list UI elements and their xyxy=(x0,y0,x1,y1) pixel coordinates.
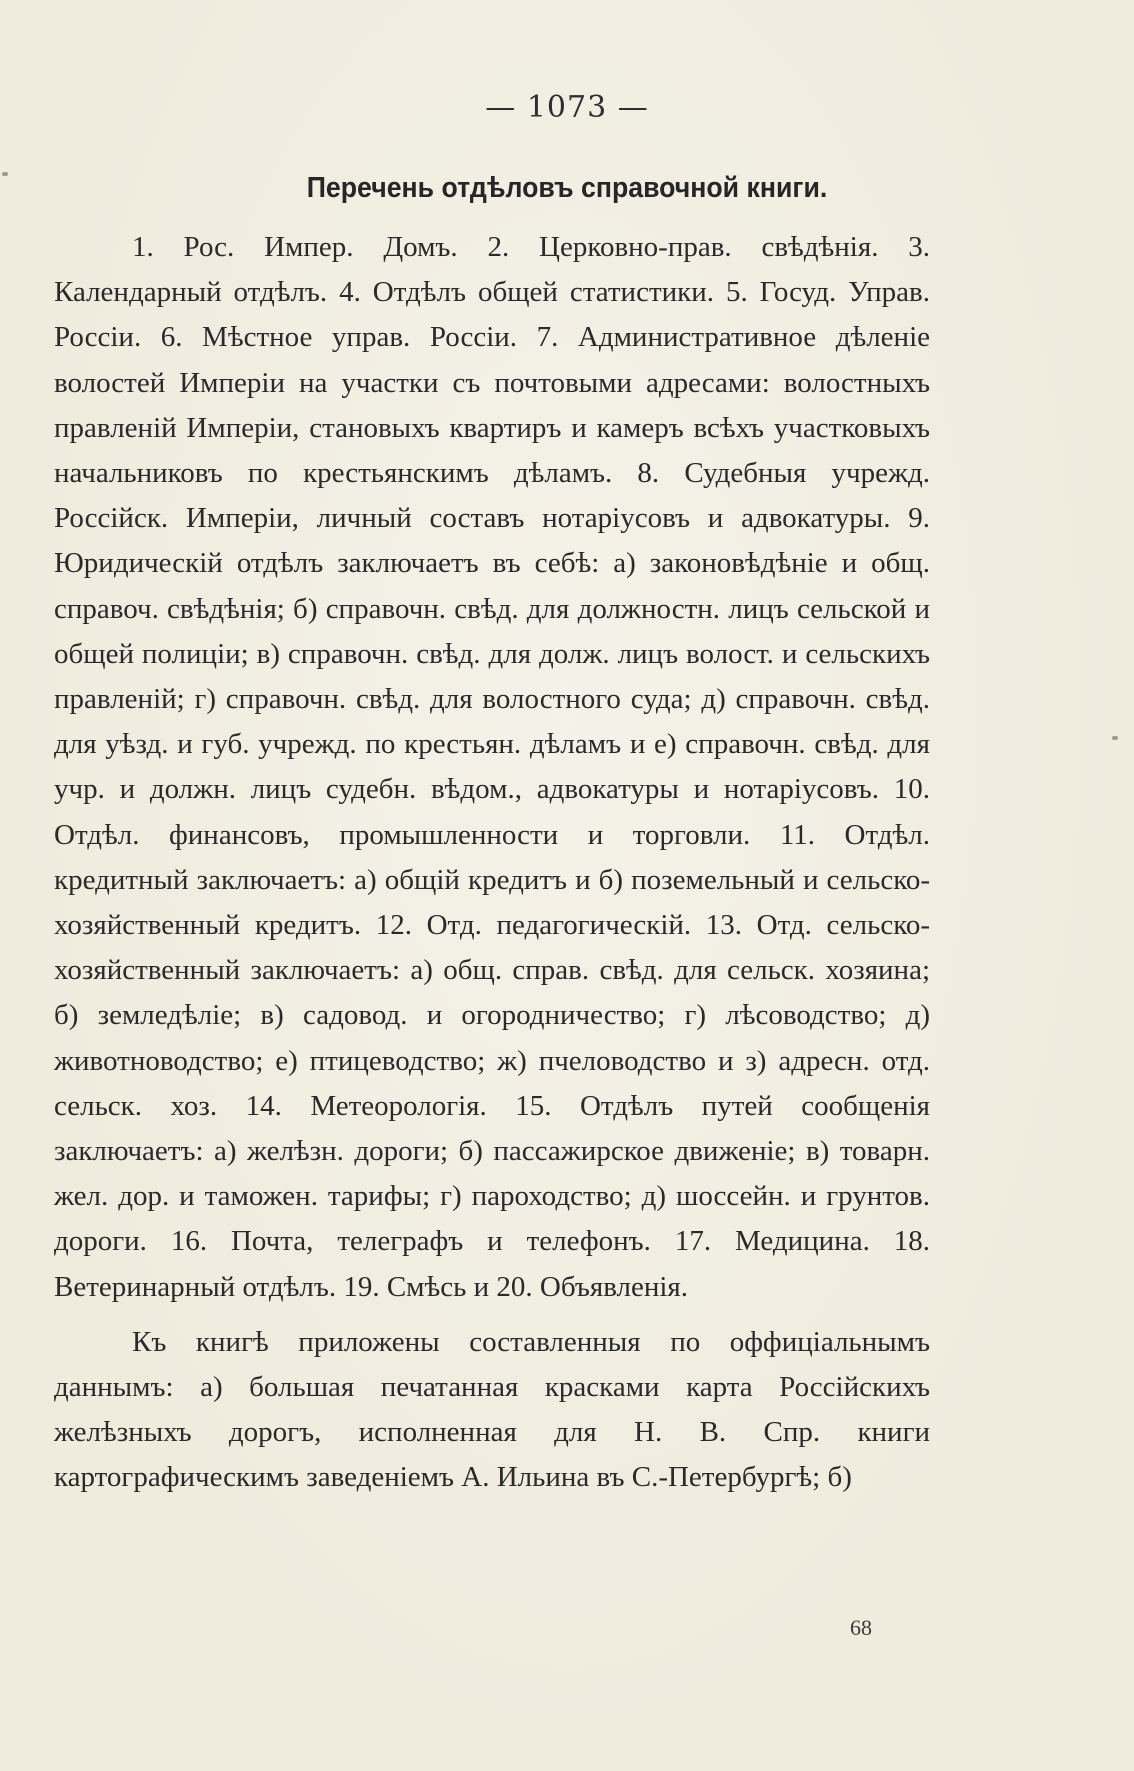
paragraph-sections-list: 1. Рос. Импер. Домъ. 2. Церковно-прав. свѣдѣнія. 3. Календарный отдѣлъ. 4. Отдѣлъ общей статистики. 5. Госуд. Управ. Россіи. 6. Мѣстное управ. Россіи. 7. Административное дѣленіе волостей Имперіи на участки съ почтовыми адресами: волостныхъ правленій Имперіи, становыхъ квартиръ и камеръ всѣхъ участковыхъ начальниковъ по крестьянскимъ дѣламъ. 8. Судебныя учрежд. Россійск. Имперіи, личный составъ нотаріусовъ и адвокатуры. 9. Юридическій отдѣлъ заключаетъ въ себѣ: а) законовѣдѣніе и общ. справоч. свѣдѣнія; б) справочн. свѣд. для должностн. лицъ сельской и общей полиціи; в) справочн. свѣд. для долж. лицъ волост. и сельскихъ правленій; г) справочн. свѣд. для волостного суда; д) справочн. свѣд. для уѣзд. и губ. учрежд. по крестьян. дѣламъ и е) справочн. свѣд. для учр. и должн. лицъ судебн. вѣдом., адвокатуры и нотаріусовъ. 10. Отдѣл. финансовъ, промышленности и торговли. 11. Отдѣл. кредитный заключаетъ: а) общій кредитъ и б) поземельный и сельско-хозяйственный кредитъ. 12. Отд. педагогическій. 13. Отд. сельско-хозяйственный заключаетъ: а) общ. справ. свѣд. для сельск. хозяина; б) земледѣліе; в) садовод. и огородничество; г) лѣсоводство; д) животноводство; е) птицеводство; ж) пчеловодство и з) адресн. отд. сельск. хоз. 14. Метеорологія. 15. Отдѣлъ путей сообщенія заключаетъ: а) желѣзн. дороги; б) пассажирское движеніе; в) товарн. жел. дор. и таможен. тарифы; г) пароходство; д) шоссейн. и грунтов. дороги. 16. Почта, телеграфъ и телефонъ. 17. Медицина. 18. Ветеринарный отдѣлъ. 19. Смѣсь и 20. Объявленія. xyxy=(54,231,930,1303)
page-number: — 1073 — xyxy=(485,90,649,125)
section-heading: Перечень отдѣловъ справочной книги. xyxy=(306,172,828,204)
body-text xyxy=(54,225,930,1501)
right-edge-mark xyxy=(1112,736,1118,740)
left-edge-mark xyxy=(2,172,8,176)
paragraph-appendix: Къ книгѣ приложены составленныя по оффиціальнымъ даннымъ: а) большая печатанная красками карта Россійскихъ желѣзныхъ дорогъ, исполненная для Н. В. Спр. книги картографическимъ заведеніемъ А. Ильина въ С.-Петербургѣ; б) xyxy=(54,1325,930,1494)
signature-number: 68 xyxy=(850,1615,872,1640)
